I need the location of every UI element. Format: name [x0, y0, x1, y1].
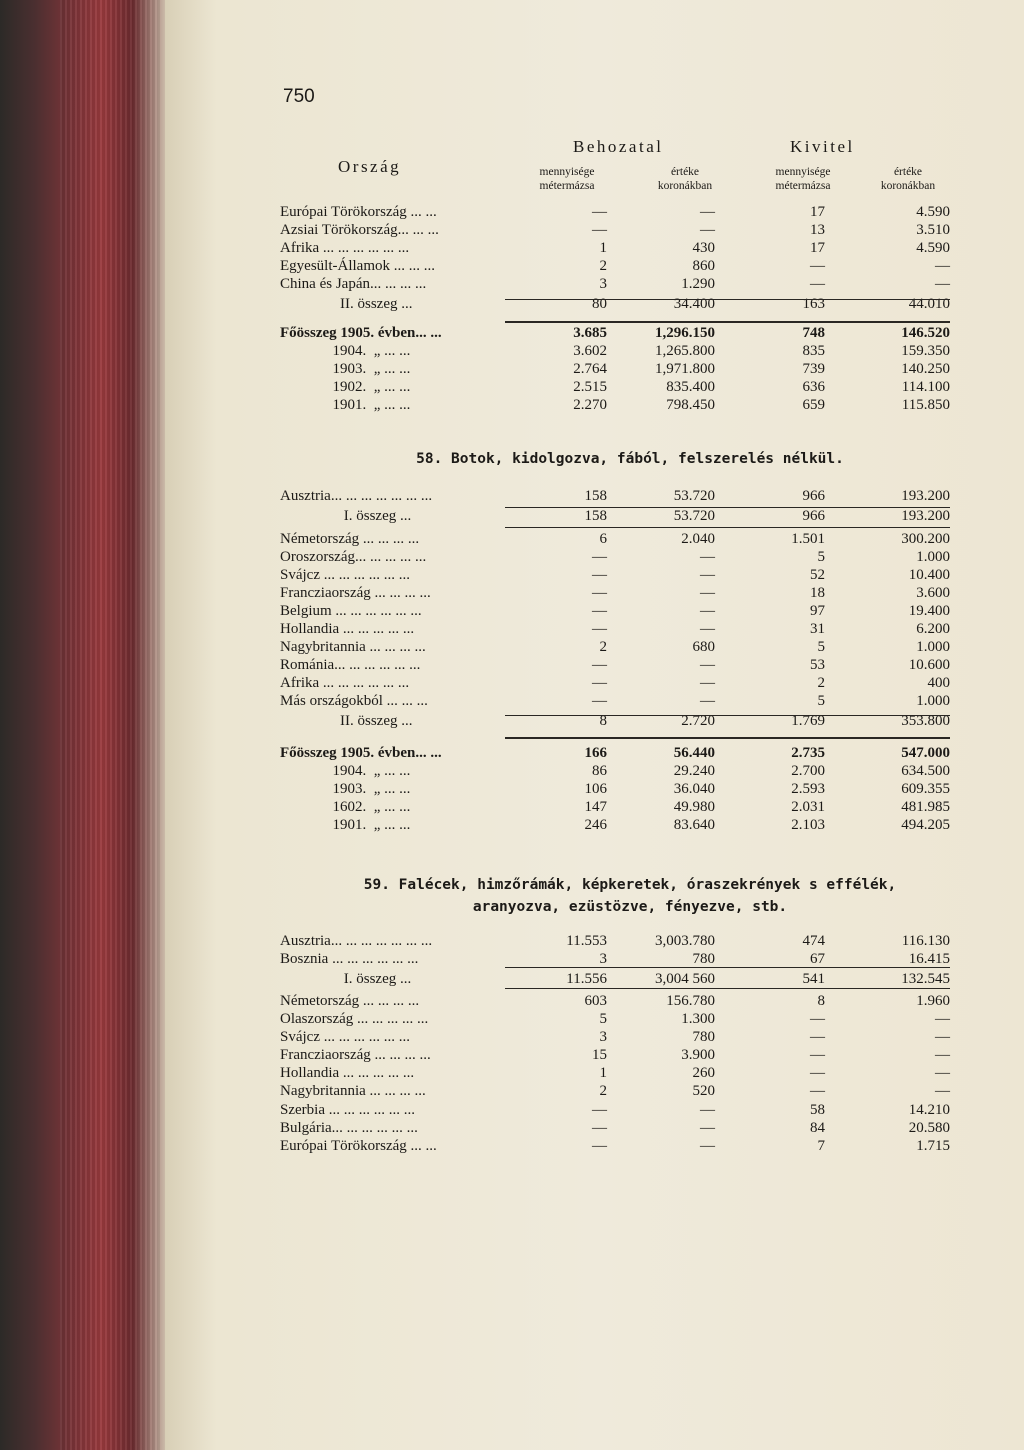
- row-label: Ausztria... ... ... ... ... ... ...: [280, 933, 433, 949]
- cell-col2: 798.450: [666, 397, 715, 413]
- header-col1-line2: métermázsa: [539, 180, 595, 192]
- cell-col2: 780: [692, 951, 715, 967]
- cell-col3: 2.103: [791, 817, 825, 833]
- cell-col3: —: [810, 1083, 825, 1099]
- table-row: [280, 1028, 980, 1046]
- row-label: Bulgária... ... ... ... ... ...: [280, 1120, 418, 1136]
- cell-col4: 4.590: [916, 240, 950, 256]
- cell-col1: 80: [592, 296, 607, 312]
- section-59-title-line1: 59. Falécek, himzőrámák, képkeretek, óraszekrények s effélék,: [363, 877, 897, 893]
- row-label: 1902. „ ... ...: [280, 379, 411, 395]
- cell-col2: 680: [692, 639, 715, 655]
- cell-col3: 966: [802, 508, 825, 524]
- table-row: [280, 798, 980, 816]
- rule-table1-total: [505, 321, 950, 323]
- row-label: Francziaország ... ... ... ...: [280, 1047, 431, 1063]
- rule-table2-total: [505, 737, 950, 739]
- cell-col3: 748: [802, 325, 825, 341]
- cell-col2: 520: [692, 1083, 715, 1099]
- cell-col2: 36.040: [673, 781, 715, 797]
- cell-col4: 114.100: [901, 379, 950, 395]
- cell-col1: 246: [584, 817, 607, 833]
- row-label: Francziaország ... ... ... ...: [280, 585, 431, 601]
- cell-col1: 2.270: [573, 397, 607, 413]
- cell-col1: 3: [599, 951, 607, 967]
- cell-col4: —: [935, 1011, 950, 1027]
- cell-col2: 29.240: [673, 763, 715, 779]
- cell-col4: 10.400: [908, 567, 950, 583]
- table-row: [280, 744, 980, 762]
- cell-col4: 116.130: [901, 933, 950, 949]
- cell-col2: 3,003.780: [655, 933, 715, 949]
- cell-col2: 2.040: [681, 531, 715, 547]
- cell-col2: 156.780: [666, 993, 715, 1009]
- header-col2-line2: koronákban: [657, 180, 713, 192]
- cell-col4: 300.200: [901, 531, 950, 547]
- rule-table1-subtotal: [505, 299, 950, 300]
- table-row: [280, 932, 980, 950]
- table-row: [280, 378, 980, 396]
- table-row: [280, 507, 980, 525]
- cell-col1: 6: [599, 531, 607, 547]
- cell-col1: —: [592, 693, 607, 709]
- table-row: [280, 638, 980, 656]
- row-label: Nagybritannia ... ... ... ...: [280, 639, 426, 655]
- table-row: [280, 692, 980, 710]
- row-label: I. összeg ...: [280, 971, 412, 987]
- cell-col3: 2.031: [791, 799, 825, 815]
- table-row: [280, 566, 980, 584]
- table-row: [280, 324, 980, 342]
- table-row: [280, 530, 980, 548]
- cell-col1: 5: [599, 1011, 607, 1027]
- header-col4-line2: koronákban: [880, 180, 936, 192]
- row-label: Oroszország... ... ... ... ...: [280, 549, 427, 565]
- row-label: Románia... ... ... ... ... ...: [280, 657, 421, 673]
- cell-col3: 541: [802, 971, 825, 987]
- rule-table2-sum2: [505, 715, 950, 716]
- cell-col2: 53.720: [673, 508, 715, 524]
- cell-col1: 603: [584, 993, 607, 1009]
- cell-col2: —: [700, 567, 715, 583]
- cell-col2: 1.300: [681, 1011, 715, 1027]
- cell-col4: 140.250: [901, 361, 950, 377]
- table-row: [280, 816, 980, 834]
- cell-col2: 1,971.800: [655, 361, 715, 377]
- row-label: Németország ... ... ... ...: [280, 531, 420, 547]
- table-row: [280, 620, 980, 638]
- cell-col3: 5: [817, 639, 825, 655]
- cell-col4: 494.205: [901, 817, 950, 833]
- table-row: [280, 602, 980, 620]
- cell-col3: 659: [802, 397, 825, 413]
- row-label: Afrika ... ... ... ... ... ...: [280, 240, 410, 256]
- cell-col2: 1,296.150: [655, 325, 715, 341]
- table-row: [280, 1046, 980, 1064]
- cell-col3: —: [810, 276, 825, 292]
- cell-col3: 5: [817, 693, 825, 709]
- section-59-title-line2: aranyozva, ezüstözve, fényezve, stb.: [472, 899, 788, 915]
- cell-col1: —: [592, 1138, 607, 1154]
- cell-col3: 739: [802, 361, 825, 377]
- cell-col3: 17: [810, 204, 825, 220]
- cell-col1: —: [592, 657, 607, 673]
- row-label: Hollandia ... ... ... ... ...: [280, 621, 415, 637]
- row-label: II. összeg ...: [280, 296, 413, 312]
- cell-col2: —: [700, 693, 715, 709]
- cell-col3: —: [810, 258, 825, 274]
- header-col3-line2: métermázsa: [775, 180, 831, 192]
- cell-col1: 158: [584, 508, 607, 524]
- cell-col1: 1: [599, 1065, 607, 1081]
- table-row: [280, 203, 980, 221]
- header-col3: [758, 165, 848, 193]
- cell-col4: —: [935, 1065, 950, 1081]
- cell-col2: —: [700, 549, 715, 565]
- cell-col3: 2: [817, 675, 825, 691]
- row-label: Ausztria... ... ... ... ... ... ...: [280, 488, 433, 504]
- cell-col1: 1: [599, 240, 607, 256]
- cell-col1: 2.764: [573, 361, 607, 377]
- table-row: [280, 295, 980, 313]
- cell-col4: 547.000: [901, 745, 950, 761]
- cell-col1: 15: [592, 1047, 607, 1063]
- table-row: [280, 950, 980, 968]
- row-label: Svájcz ... ... ... ... ... ...: [280, 1029, 410, 1045]
- table-row: [280, 396, 980, 414]
- row-label: Egyesült-Államok ... ... ...: [280, 258, 435, 274]
- cell-col2: 56.440: [673, 745, 715, 761]
- header-col2-line1: értéke: [670, 166, 700, 178]
- cell-col2: 1.290: [681, 276, 715, 292]
- rule-table3-sum1-bottom: [505, 988, 950, 989]
- cell-col3: 13: [810, 222, 825, 238]
- rule-table3-sum1: [505, 967, 950, 968]
- cell-col2: 83.640: [673, 817, 715, 833]
- cell-col3: 163: [802, 296, 825, 312]
- cell-col4: 609.355: [901, 781, 950, 797]
- row-label: Hollandia ... ... ... ... ...: [280, 1065, 415, 1081]
- cell-col4: 44.010: [908, 296, 950, 312]
- cell-col1: —: [592, 621, 607, 637]
- table-row: [280, 239, 980, 257]
- cell-col1: 166: [584, 745, 607, 761]
- header-orszag: Ország: [338, 157, 402, 176]
- cell-col1: 8: [599, 713, 607, 729]
- cell-col4: 1.000: [916, 549, 950, 565]
- cell-col4: 1.960: [916, 993, 950, 1009]
- cell-col4: 3.510: [916, 222, 950, 238]
- cell-col4: 1.715: [916, 1138, 950, 1154]
- cell-col4: 193.200: [901, 508, 950, 524]
- table-row: [280, 548, 980, 566]
- cell-col4: 19.400: [908, 603, 950, 619]
- cell-col4: 16.415: [908, 951, 950, 967]
- cell-col3: 18: [810, 585, 825, 601]
- cell-col1: —: [592, 675, 607, 691]
- cell-col3: 1.501: [791, 531, 825, 547]
- cell-col1: 86: [592, 763, 607, 779]
- cell-col2: 1,265.800: [655, 343, 715, 359]
- cell-col4: 6.200: [916, 621, 950, 637]
- cell-col4: 3.600: [916, 585, 950, 601]
- row-label: II. összeg ...: [280, 713, 413, 729]
- cell-col3: 7: [817, 1138, 825, 1154]
- table-row: [280, 1010, 980, 1028]
- cell-col2: 2.720: [681, 713, 715, 729]
- table-row: [280, 1082, 980, 1100]
- row-label: China és Japán... ... ... ...: [280, 276, 427, 292]
- cell-col3: 53: [810, 657, 825, 673]
- header-col4: [862, 165, 954, 193]
- cell-col4: 20.580: [908, 1120, 950, 1136]
- cell-col3: —: [810, 1047, 825, 1063]
- cell-col4: 159.350: [901, 343, 950, 359]
- cell-col4: 193.200: [901, 488, 950, 504]
- row-label: 1904. „ ... ...: [280, 763, 411, 779]
- cell-col3: 1.769: [791, 713, 825, 729]
- cell-col3: —: [810, 1011, 825, 1027]
- header-col1-line1: mennyisége: [539, 166, 595, 178]
- row-label: Svájcz ... ... ... ... ... ...: [280, 567, 410, 583]
- page-edges: [60, 0, 160, 1450]
- header-col1: [522, 165, 612, 193]
- cell-col3: 5: [817, 549, 825, 565]
- table-row: [280, 674, 980, 692]
- table-row: [280, 656, 980, 674]
- row-label: 1901. „ ... ...: [280, 817, 411, 833]
- cell-col3: 966: [802, 488, 825, 504]
- row-label: 1904. „ ... ...: [280, 343, 411, 359]
- table-row: [280, 1101, 980, 1119]
- cell-col1: —: [592, 585, 607, 601]
- header-col4-line1: értéke: [893, 166, 923, 178]
- row-label: Európai Törökország ... ...: [280, 1138, 437, 1154]
- cell-col2: —: [700, 657, 715, 673]
- row-label: Belgium ... ... ... ... ... ...: [280, 603, 422, 619]
- cell-col4: —: [935, 258, 950, 274]
- cell-col3: 84: [810, 1120, 825, 1136]
- cell-col3: 2.593: [791, 781, 825, 797]
- cell-col4: —: [935, 1029, 950, 1045]
- cell-col3: 31: [810, 621, 825, 637]
- cell-col3: 2.700: [791, 763, 825, 779]
- table-row: [280, 780, 980, 798]
- cell-col3: 52: [810, 567, 825, 583]
- cell-col4: 132.545: [901, 971, 950, 987]
- cell-col2: 3,004 560: [655, 971, 715, 987]
- cell-col1: 2: [599, 1083, 607, 1099]
- cell-col4: 4.590: [916, 204, 950, 220]
- header-col3-line1: mennyisége: [775, 166, 831, 178]
- table-row: [280, 584, 980, 602]
- cell-col1: 147: [584, 799, 607, 815]
- cell-col2: 430: [692, 240, 715, 256]
- cell-col4: 1.000: [916, 639, 950, 655]
- cell-col3: 474: [802, 933, 825, 949]
- cell-col3: 67: [810, 951, 825, 967]
- section-58-title: 58. Botok, kidolgozva, fából, felszerelés nélkül.: [416, 451, 844, 467]
- cell-col1: 11.556: [566, 971, 607, 987]
- cell-col1: 158: [584, 488, 607, 504]
- cell-col2: 53.720: [673, 488, 715, 504]
- cell-col2: 3.900: [681, 1047, 715, 1063]
- cell-col2: 835.400: [666, 379, 715, 395]
- table-row: [280, 762, 980, 780]
- cell-col1: 2: [599, 639, 607, 655]
- table-row: [280, 992, 980, 1010]
- cell-col1: 2: [599, 258, 607, 274]
- row-label: I. összeg ...: [280, 508, 412, 524]
- cell-col4: 115.850: [901, 397, 950, 413]
- cell-col1: —: [592, 603, 607, 619]
- cell-col2: 34.400: [673, 296, 715, 312]
- cell-col2: —: [700, 621, 715, 637]
- row-label: 1903. „ ... ...: [280, 781, 411, 797]
- cell-col4: 481.985: [901, 799, 950, 815]
- cell-col1: 3: [599, 276, 607, 292]
- cell-col1: 11.553: [566, 933, 607, 949]
- cell-col1: —: [592, 567, 607, 583]
- cell-col3: —: [810, 1029, 825, 1045]
- cell-col1: —: [592, 1120, 607, 1136]
- table-row: [280, 257, 980, 275]
- cell-col3: 636: [802, 379, 825, 395]
- cell-col2: —: [700, 222, 715, 238]
- cell-col2: —: [700, 675, 715, 691]
- table-row: [280, 1137, 980, 1155]
- row-label: Németország ... ... ... ...: [280, 993, 420, 1009]
- cell-col2: 49.980: [673, 799, 715, 815]
- header-col2: [640, 165, 730, 193]
- row-label: Nagybritannia ... ... ... ...: [280, 1083, 426, 1099]
- row-label: Más országokból ... ... ...: [280, 693, 428, 709]
- cell-col1: —: [592, 222, 607, 238]
- cell-col4: —: [935, 276, 950, 292]
- cell-col2: —: [700, 1138, 715, 1154]
- cell-col2: 260: [692, 1065, 715, 1081]
- cell-col3: 8: [817, 993, 825, 1009]
- table-row: [280, 1119, 980, 1137]
- cell-col2: —: [700, 1120, 715, 1136]
- page-number: 750: [283, 86, 315, 107]
- row-label: 1901. „ ... ...: [280, 397, 411, 413]
- rule-table2-sum1: [505, 507, 950, 508]
- cell-col4: 634.500: [901, 763, 950, 779]
- cell-col2: —: [700, 603, 715, 619]
- table-row: [280, 487, 980, 505]
- cell-col1: 3.685: [573, 325, 607, 341]
- cell-col1: 3: [599, 1029, 607, 1045]
- cell-col2: —: [700, 204, 715, 220]
- cell-col4: 353.800: [901, 713, 950, 729]
- table-row: [280, 275, 980, 293]
- cell-col1: 3.602: [573, 343, 607, 359]
- row-label: Afrika ... ... ... ... ... ...: [280, 675, 410, 691]
- cell-col2: —: [700, 1102, 715, 1118]
- cell-col3: 17: [810, 240, 825, 256]
- cell-col1: —: [592, 549, 607, 565]
- cell-col3: 2.735: [791, 745, 825, 761]
- rule-table2-sum1-bottom: [505, 527, 950, 528]
- cell-col2: —: [700, 585, 715, 601]
- cell-col1: —: [592, 204, 607, 220]
- cell-col1: 2.515: [573, 379, 607, 395]
- table-row: [280, 342, 980, 360]
- cell-col4: —: [935, 1083, 950, 1099]
- cell-col3: 97: [810, 603, 825, 619]
- row-label: Főösszeg 1905. évben... ...: [280, 325, 442, 341]
- row-label: Azsiai Törökország... ... ...: [280, 222, 439, 238]
- header-behozatal: Behozatal: [573, 137, 664, 156]
- table-row: [280, 1064, 980, 1082]
- row-label: Bosznia ... ... ... ... ... ...: [280, 951, 419, 967]
- table-row: [280, 970, 980, 988]
- cell-col3: 835: [802, 343, 825, 359]
- cell-col4: —: [935, 1047, 950, 1063]
- cell-col4: 400: [927, 675, 950, 691]
- cell-col4: 14.210: [908, 1102, 950, 1118]
- cell-col3: 58: [810, 1102, 825, 1118]
- cell-col1: —: [592, 1102, 607, 1118]
- cell-col1: 106: [584, 781, 607, 797]
- row-label: Európai Törökország ... ...: [280, 204, 437, 220]
- row-label: Szerbia ... ... ... ... ... ...: [280, 1102, 415, 1118]
- cell-col4: 146.520: [901, 325, 950, 341]
- row-label: 1903. „ ... ...: [280, 361, 411, 377]
- cell-col4: 1.000: [916, 693, 950, 709]
- row-label: 1602. „ ... ...: [280, 799, 411, 815]
- cell-col4: 10.600: [908, 657, 950, 673]
- header-kivitel: Kivitel: [790, 137, 855, 156]
- table-row: [280, 221, 980, 239]
- cell-col3: —: [810, 1065, 825, 1081]
- table-row: [280, 360, 980, 378]
- row-label: Főösszeg 1905. évben... ...: [280, 745, 442, 761]
- cell-col2: 780: [692, 1029, 715, 1045]
- cell-col2: 860: [692, 258, 715, 274]
- row-label: Olaszország ... ... ... ... ...: [280, 1011, 429, 1027]
